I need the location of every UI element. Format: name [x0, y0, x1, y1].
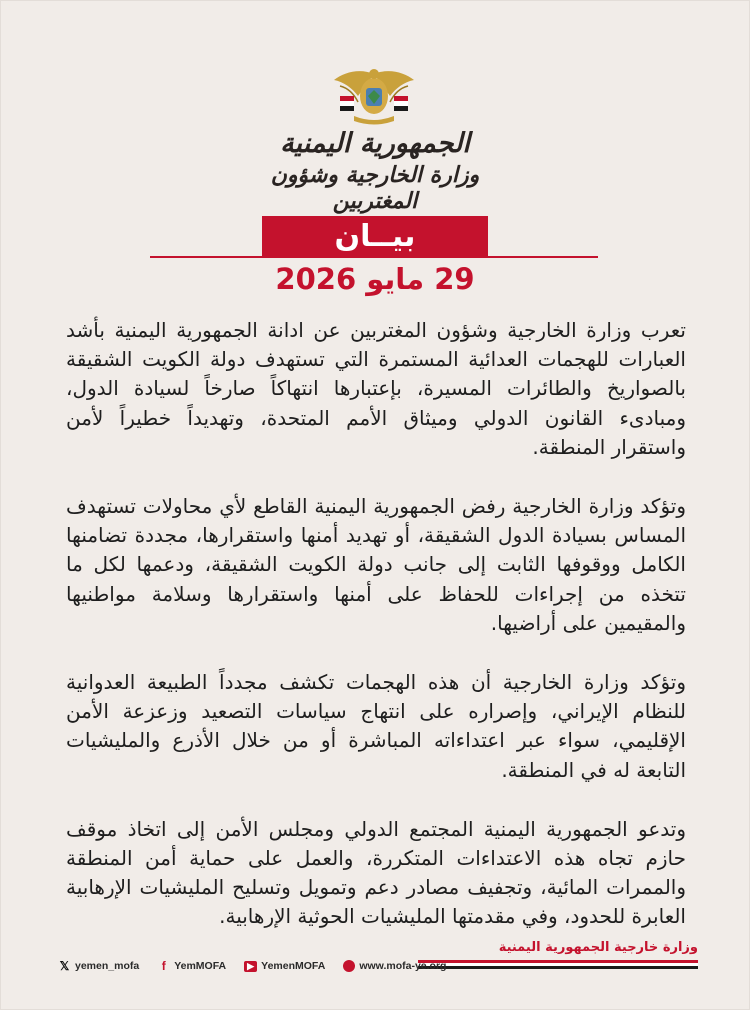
statement-body	[66, 316, 686, 932]
youtube-handle: YemenMOFA	[261, 960, 326, 972]
flag-stripe	[418, 960, 698, 969]
paragraph: وتؤكد وزارة الخارجية أن هذه الهجمات تكشف مجدداً الطبيعة العدوانية للنظام الإيراني، وإصراره على انتهاج سياسات التصعيد وزعزعة الأمن الإقليمي، سواء عبر اعتداءاته المباشرة أو من خلال الأذرع والمليشيات التابعة له في المنطقة.	[66, 670, 686, 782]
facebook-icon: f	[161, 959, 166, 973]
facebook-handle: YemMOFA	[174, 960, 227, 972]
youtube-icon: ▶	[244, 961, 257, 972]
social-footer	[58, 958, 446, 974]
x-handle: yemen_mofa	[75, 960, 140, 972]
web-icon	[343, 960, 355, 972]
footer-brand: وزارة خارجية الجمهورية اليمنية	[498, 940, 698, 955]
x-icon: 𝕏	[59, 959, 70, 973]
website-link[interactable]	[343, 960, 446, 972]
facebook-link[interactable]	[157, 960, 226, 972]
republic-title: الجمهورية اليمنية	[280, 128, 470, 159]
x-link[interactable]	[58, 960, 139, 972]
website-url: www.mofa-ye.org	[359, 960, 447, 972]
paragraph: وتدعو الجمهورية اليمنية المجتمع الدولي ومجلس الأمن إلى اتخاذ موقف حازم تجاه هذه الاعتداءات المتكررة، والعمل على حماية أمن المنطقة والممرات المائية، وتجفيف مصادر دعم وتمويل وتسليح المليشيات الإرهابية العابرة للحدود، وفي مقدمتها المليشيات الحوثية الإرهابية.	[66, 816, 686, 929]
paragraph: تعرب وزارة الخارجية وشؤون المغتربين عن ادانة الجمهورية اليمنية بأشد العبارات للهجمات العدائية المستمرة التي تستهدف دولة الكويت الشقيقة بالصواريخ والطائرات المسيرة، بإعتبارها انتهاكاً صارخاً لسيادة الدول، ومبادىء القانون الدولي وميثاق الأمم المتحدة، وتهديداً خطيراً لأمن واستقرار المنطقة.	[66, 318, 686, 459]
statement-date: 29 مايو 2026	[275, 262, 475, 296]
ministry-title: وزارة الخارجية وشؤون المغتربين	[270, 162, 480, 214]
statement-title: بيــان	[262, 216, 488, 258]
emblem-icon	[330, 66, 418, 128]
youtube-link[interactable]	[244, 960, 325, 972]
paragraph: وتؤكد وزارة الخارجية رفض الجمهورية اليمنية القاطع لأي محاولات تستهدف المساس بسيادة الدول الشقيقة، أو تهديد أمنها واستقرارها، مجددة تضامنها الكامل ووقوفها الثابت إلى جانب دولة الكويت الشقيقة، ودعمها لكل ما تتخذه من إجراءات للحفاظ على أمنها واستقرارها وسلامة مواطنيها والمقيمين على أراضيها.	[66, 494, 686, 635]
